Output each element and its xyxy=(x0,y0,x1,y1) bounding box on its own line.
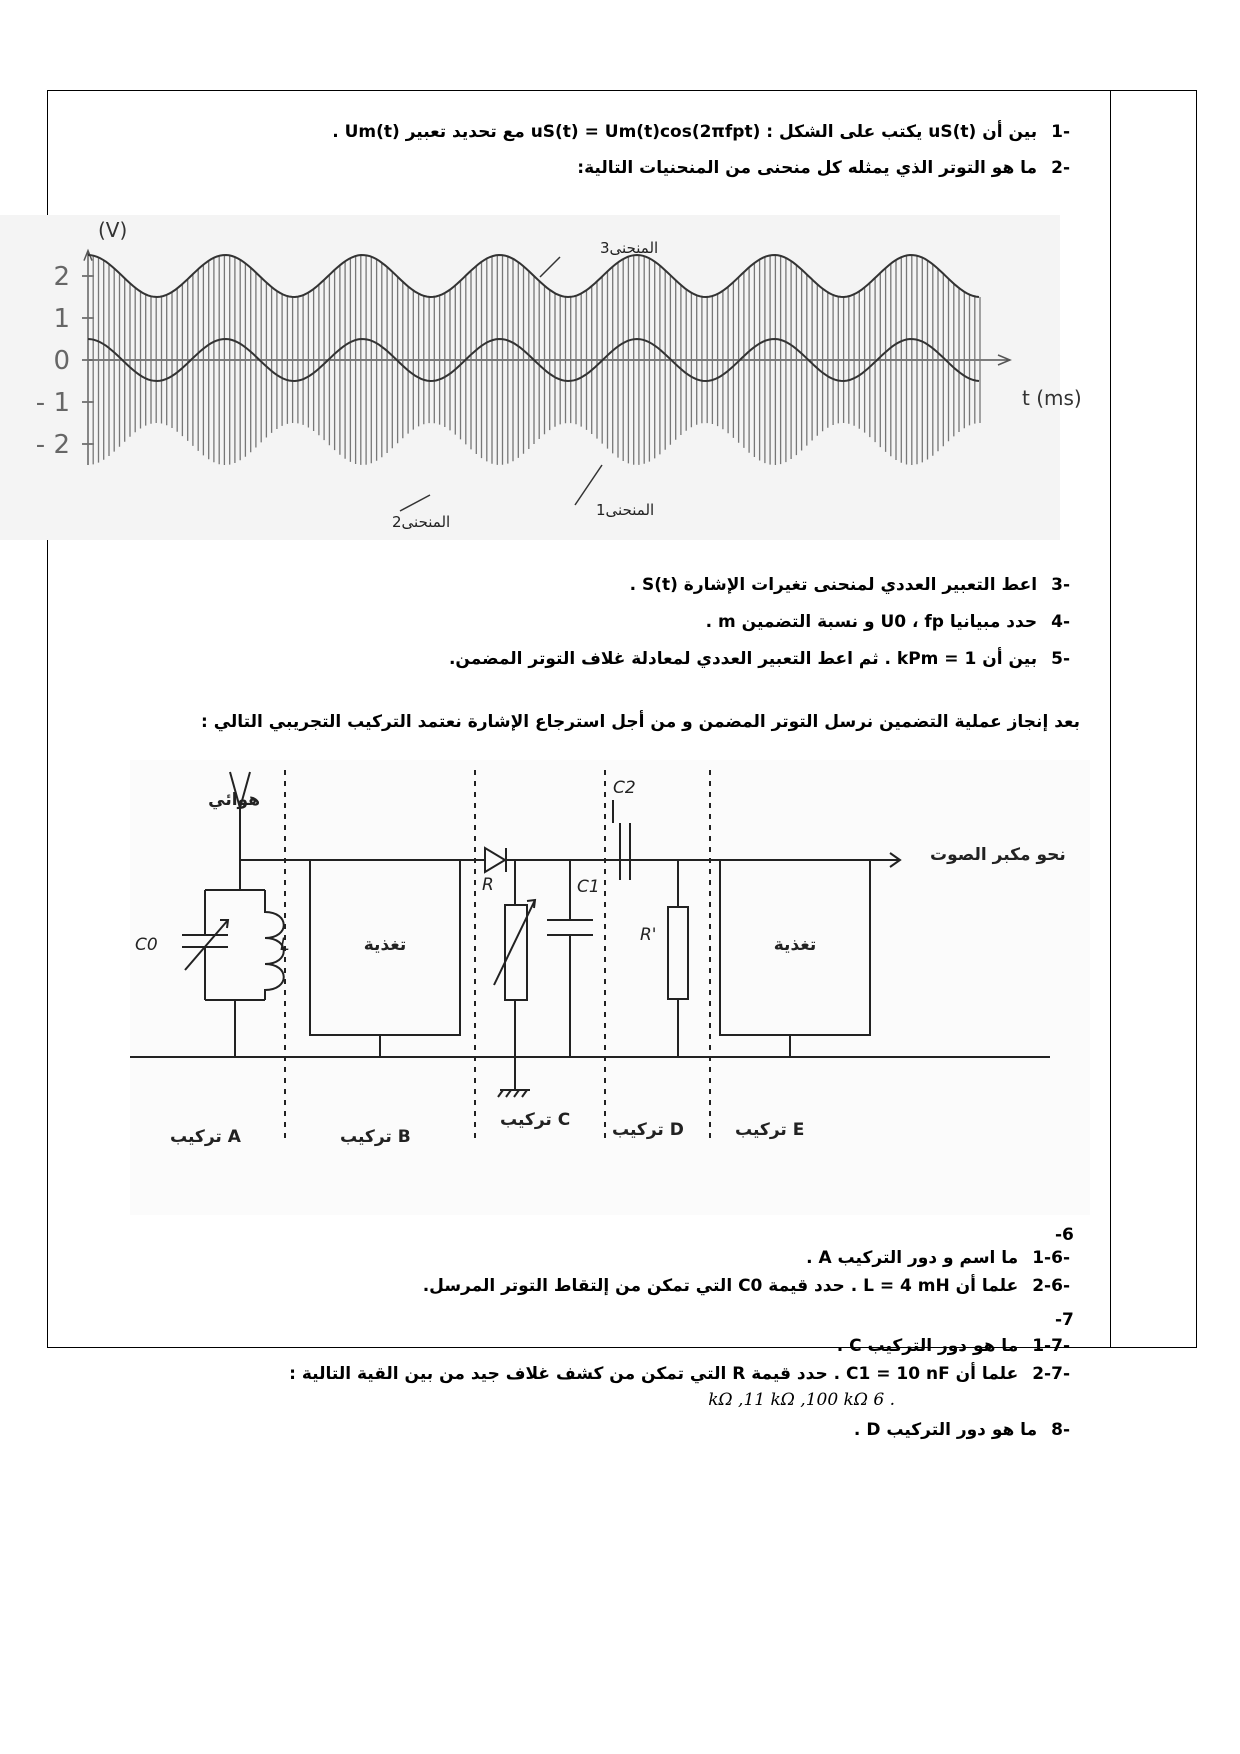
annotation-curve-2: المنحنى2 xyxy=(392,513,451,531)
question-7-2-values: . 6 kΩ ,11 kΩ ,100 kΩ xyxy=(708,1390,895,1410)
output-label: نحو مكبر الصوت xyxy=(930,845,1066,865)
block-d-label: تركيب D xyxy=(612,1120,684,1140)
question-6-1: -1-6ما اسم و دور التركيب A . xyxy=(806,1248,1070,1268)
block-b-supply: تغذية xyxy=(363,935,407,955)
question-4: -4حدد مبيانيا U0 ، fp و نسبة التضمين m . xyxy=(705,612,1070,632)
block-a-label: تركيب A xyxy=(170,1127,241,1147)
y-tick-label: 1 xyxy=(53,304,70,334)
question-7-number: -7 xyxy=(1055,1310,1074,1330)
c0-label: C0 xyxy=(135,935,158,955)
block-e-supply: تغذية xyxy=(773,935,817,955)
question-1: -1بين أن uS(t) يكتب على الشكل : uS(t) = Um(t)cos(2πfpt) مع تحديد تعبير Um(t) . xyxy=(332,122,1070,142)
r-label: R xyxy=(482,875,494,895)
c2-label: C2 xyxy=(613,778,636,798)
annotation-curve-3: المنحنى3 xyxy=(600,239,659,257)
question-3: -3اعط التعبير العددي لمنحنى تغيرات الإشارة S(t) . xyxy=(629,575,1070,595)
question-6-number: -6 xyxy=(1055,1225,1074,1245)
circuit-intro: بعد إنجاز عملية التضمين نرسل التوتر المضمن و من أجل استرجاع الإشارة نعتمد التركيب التجريبي التالي : xyxy=(201,712,1080,732)
y-axis-label: (V) xyxy=(98,218,128,242)
question-8: -8ما هو دور التركيب D . xyxy=(853,1420,1070,1440)
grade-column-divider xyxy=(1110,90,1111,1348)
question-6-2: -2-6علما أن L = 4 mH . حدد قيمة C0 التي تمكن من إلتقاط التوتر المرسل. xyxy=(422,1276,1070,1296)
block-c-label: تركيب C xyxy=(500,1110,571,1130)
antenna-label: هوائي xyxy=(208,790,260,810)
question-7-2: -2-7علما أن C1 = 10 nF . حدد قيمة R التي تمكن من كشف غلاف جيد من بين القية التالية : xyxy=(289,1364,1070,1384)
block-b-label: تركيب B xyxy=(340,1127,411,1147)
y-tick-label: 0 xyxy=(53,346,70,376)
y-tick-label: - 2 xyxy=(35,430,70,460)
modulation-chart xyxy=(0,215,1082,540)
question-5: -5بين أن kPm = 1 . ثم اعط التعبير العددي لمعادلة غلاف التوتر المضمن. xyxy=(448,649,1070,669)
block-e-label: تركيب E xyxy=(735,1120,805,1140)
x-axis-label: t (ms) xyxy=(1022,386,1082,410)
l-label: L xyxy=(280,935,290,955)
rprime-label: R' xyxy=(640,925,657,945)
receiver-circuit xyxy=(130,760,1090,1215)
question-2: -2ما هو التوتر الذي يمثله كل منحنى من المنحنيات التالية: xyxy=(577,158,1070,178)
y-tick-label: - 1 xyxy=(35,388,70,418)
annotation-curve-1: المنحنى1 xyxy=(596,501,655,519)
y-tick-label: 2 xyxy=(53,262,70,292)
question-7-1: -1-7ما هو دور التركيب C . xyxy=(836,1336,1070,1356)
c1-label: C1 xyxy=(577,877,600,897)
